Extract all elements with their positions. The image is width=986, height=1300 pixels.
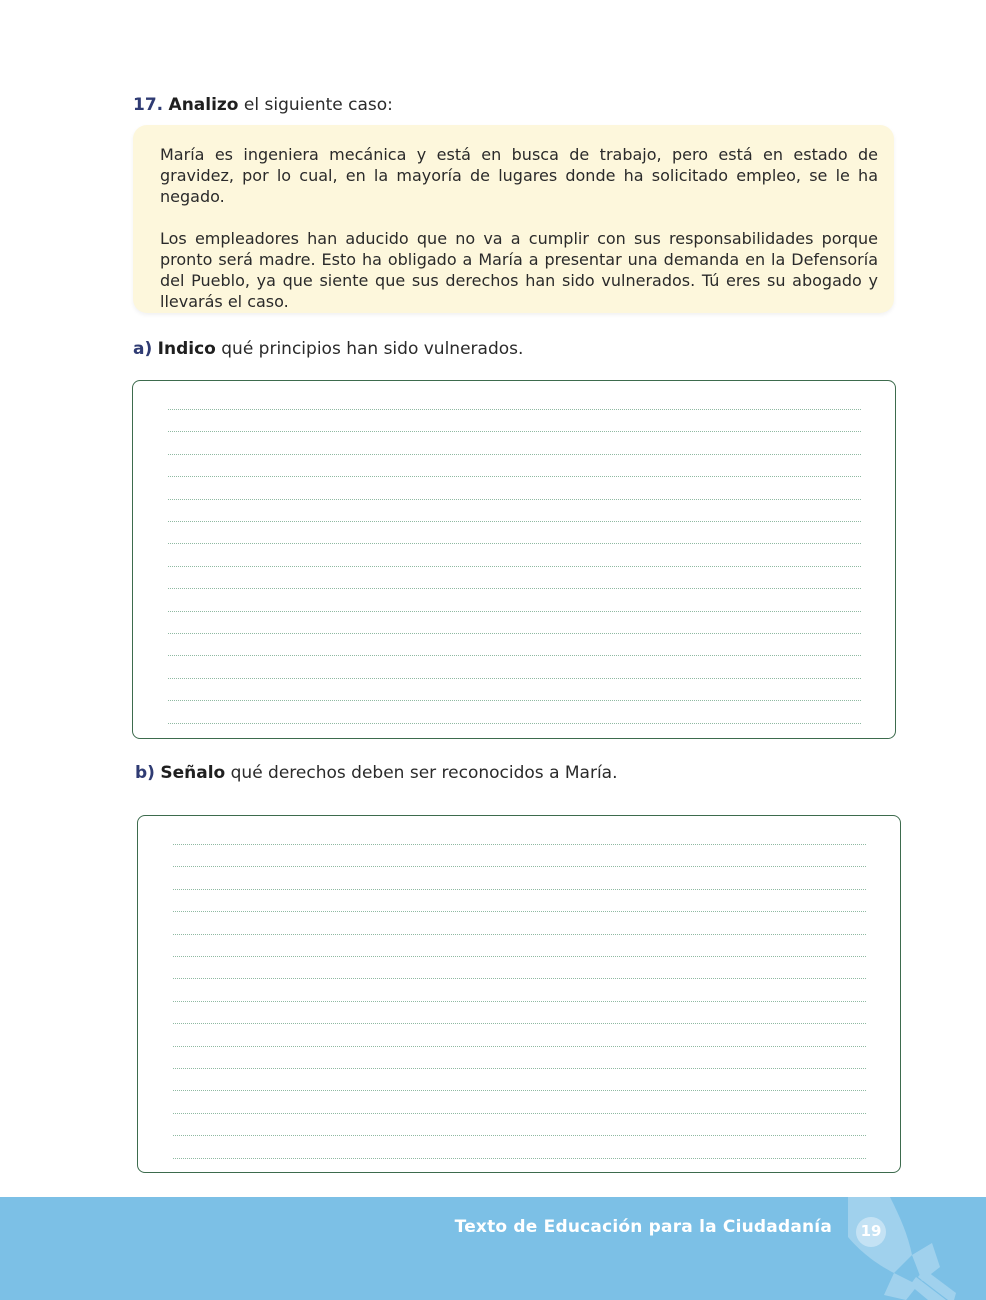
writing-line <box>173 978 866 979</box>
case-paragraph-2: Los empleadores han aducido que no va a cumplir con sus responsabilidades porque pronto será madre. Esto ha obligado a María a presentar una demanda en la Defensoría del Pueblo, ya que siente que sus derechos han sido vulnerados. Tú eres su abogado y llevarás el caso. <box>160 229 878 311</box>
writing-line <box>173 911 866 912</box>
writing-line <box>173 844 866 845</box>
writing-line <box>168 655 861 656</box>
writing-line <box>168 543 861 544</box>
footer <box>0 1197 986 1300</box>
writing-line <box>168 588 861 589</box>
writing-line <box>173 1046 866 1047</box>
writing-line <box>173 1135 866 1136</box>
writing-line <box>173 866 866 867</box>
part-a-letter: a) <box>133 339 153 359</box>
writing-line <box>168 499 861 500</box>
writing-line <box>173 956 866 957</box>
part-b-prompt <box>135 762 618 784</box>
question-text: el siguiente caso: <box>238 95 393 115</box>
footer-title: Texto de Educación para la Ciudadanía <box>454 1217 832 1237</box>
part-b-text: qué derechos deben ser reconocidos a María. <box>225 763 618 783</box>
writing-line <box>173 1001 866 1002</box>
part-a-verb: Indico <box>157 339 216 359</box>
answer-box-b[interactable] <box>137 815 901 1173</box>
page-number: 19 <box>860 1222 882 1240</box>
writing-line <box>168 476 861 477</box>
answer-box-a[interactable] <box>132 380 896 739</box>
writing-line <box>168 700 861 701</box>
writing-line <box>173 1113 866 1114</box>
question-heading <box>133 94 393 116</box>
writing-line <box>168 521 861 522</box>
part-b-letter: b) <box>135 763 155 783</box>
case-paragraph-1: María es ingeniera mecánica y está en busca de trabajo, pero está en estado de gravidez, por lo cual, en la mayoría de lugares donde ha solicitado empleo, se le ha negado. <box>160 145 878 206</box>
writing-line <box>168 633 861 634</box>
question-verb: Analizo <box>168 95 239 115</box>
writing-line <box>173 934 866 935</box>
writing-line <box>168 454 861 455</box>
question-number: 17. <box>133 95 164 115</box>
writing-line <box>168 566 861 567</box>
writing-line <box>168 409 861 410</box>
part-b-verb: Señalo <box>160 763 226 783</box>
writing-line <box>168 431 861 432</box>
case-box <box>133 125 894 313</box>
writing-line <box>173 1090 866 1091</box>
writing-line <box>173 1023 866 1024</box>
writing-line <box>173 1158 866 1159</box>
part-a-text: qué principios han sido vulnerados. <box>215 339 524 359</box>
writing-line <box>173 1068 866 1069</box>
part-a-prompt <box>133 338 523 360</box>
writing-line <box>168 723 861 724</box>
rocket-icon <box>828 1197 958 1300</box>
writing-line <box>173 889 866 890</box>
writing-line <box>168 678 861 679</box>
writing-line <box>168 611 861 612</box>
